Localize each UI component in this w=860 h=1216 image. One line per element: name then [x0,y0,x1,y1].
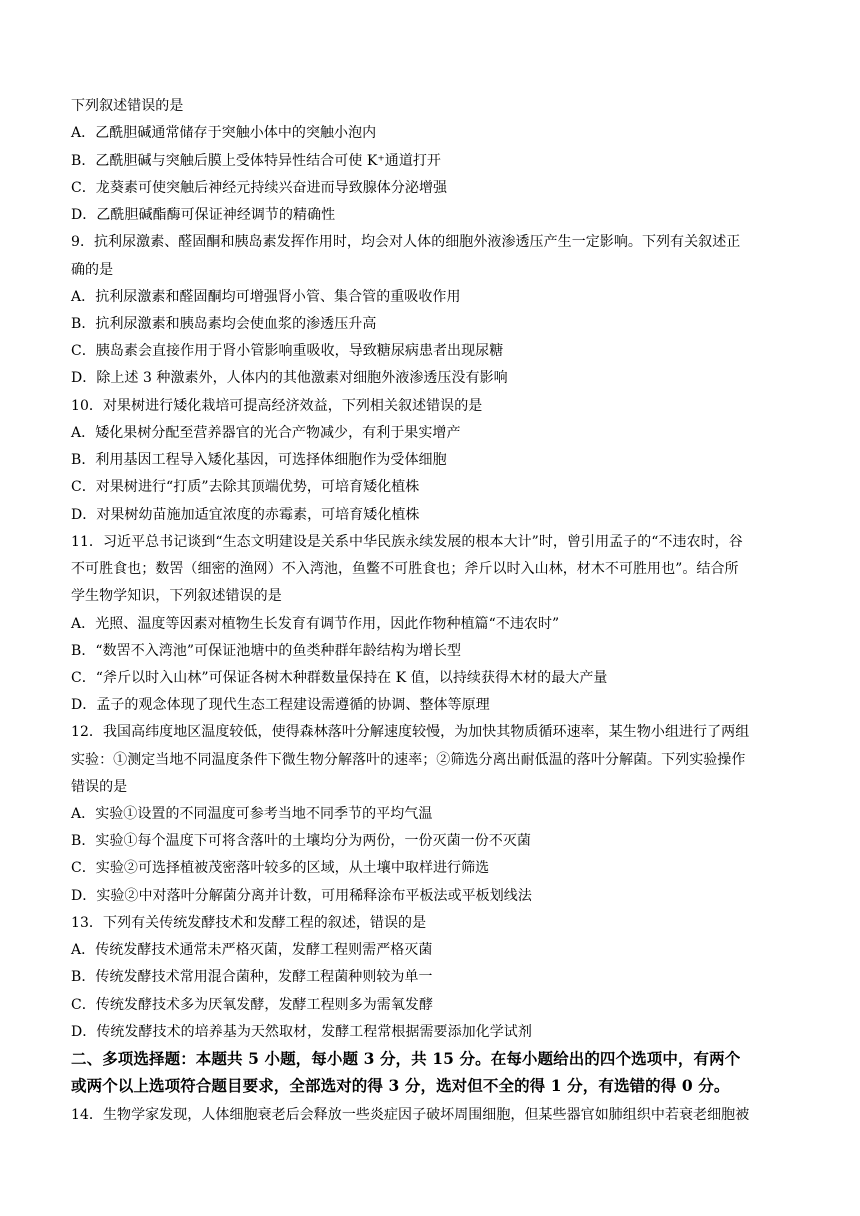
option-b: B．传统发酵技术常用混合菌种，发酵工程菌种则较为单一 [71,969,433,985]
question-9-stem: 9．抗利尿激素、醛固酮和胰岛素发挥作用时，均会对人体的细胞外液渗透压产生一定影响。下列有关叙述正 [71,234,741,250]
option-c: C．“斧斤以时入山林”可保证各树木种群数量保持在 K 值，以持续获得木材的最大产量 [71,670,608,686]
section-heading: 二、多项选择题：本题共 5 小题，每小题 3 分，共 15 分。在每小题给出的四个选项中，有两个 [71,1049,741,1068]
option-b: B．实验①每个温度下可将含落叶的土壤均分为两份，一份灭菌一份不灭菌 [71,833,531,849]
question-13-stem: 13．下列有关传统发酵技术和发酵工程的叙述，错误的是 [71,915,427,931]
option-a: A．乙酰胆碱通常储存于突触小体中的突触小泡内 [71,125,377,141]
option-c: C．胰岛素会直接作用于肾小管影响重吸收，导致糖尿病患者出现尿糖 [71,343,504,359]
option-d: D．除上述 3 种激素外，人体内的其他激素对细胞外液渗透压没有影响 [71,370,508,386]
option-a: A．光照、温度等因素对植物生长发育有调节作用，因此作物种植篇“不违农时” [71,616,560,632]
option-b: B．抗利尿激素和胰岛素均会使血浆的渗透压升高 [71,316,377,332]
question-12-stem-cont: 错误的是 [71,779,128,795]
option-d: D．乙酰胆碱酯酶可保证神经调节的精确性 [71,207,336,223]
section-heading-cont: 或两个以上选项符合题目要求，全部选对的得 3 分，选对但不全的得 1 分，有选错的得 0 分。 [71,1076,730,1095]
text-line: 下列叙述错误的是 [71,98,184,114]
option-a: A．矮化果树分配至营养器官的光合产物减少，有利于果实增产 [71,425,461,441]
option-d: D．传统发酵技术的培养基为天然取材，发酵工程常根据需要添加化学试剂 [71,1024,532,1040]
option-d: D．孟子的观念体现了现代生态工程建设需遵循的协调、整体等原理 [71,697,490,713]
option-a: A．抗利尿激素和醛固酮均可增强肾小管、集合管的重吸收作用 [71,289,461,305]
option-b: B．“数罟不入湾池”可保证池塘中的鱼类种群年龄结构为增长型 [71,643,462,659]
option-b: B．乙酰胆碱与突触后膜上受体特异性结合可使 K⁺通道打开 [71,153,441,169]
question-11-stem-cont: 学生物学知识，下列叙述错误的是 [71,588,282,604]
option-b: B．利用基因工程导入矮化基因，可选择体细胞作为受体细胞 [71,452,447,468]
option-d: D．实验②中对落叶分解菌分离并计数，可用稀释涂布平板法或平板划线法 [71,888,532,904]
option-d: D．对果树幼苗施加适宜浓度的赤霉素，可培育矮化植株 [71,507,420,523]
option-c: C．对果树进行“打质”去除其顶端优势，可培育矮化植株 [71,479,420,495]
question-9-stem-cont: 确的是 [71,262,114,278]
question-12-stem: 12．我国高纬度地区温度较低，使得森林落叶分解速度较慢，为加快其物质循环速率，某生物小组进行了两组 [71,724,750,740]
option-a: A．实验①设置的不同温度可参考当地不同季节的平均气温 [71,806,433,822]
option-c: C．实验②可选择植被茂密落叶较多的区域，从土壤中取样进行筛选 [71,860,490,876]
question-12-stem-cont: 实验：①测定当地不同温度条件下微生物分解落叶的速率；②筛选分离出耐低温的落叶分解菌。下列实验操作 [71,752,746,768]
question-11-stem-cont: 不可胜食也；数罟（细密的渔网）不入湾池，鱼鳖不可胜食也；斧斤以时入山林，材木不可胜用也”。结合所 [71,561,739,577]
option-c: C．传统发酵技术多为厌氧发酵，发酵工程则多为需氧发酵 [71,997,434,1013]
question-10-stem: 10．对果树进行矮化栽培可提高经济效益，下列相关叙述错误的是 [71,398,483,414]
option-c: C．龙葵素可使突触后神经元持续兴奋进而导致腺体分泌增强 [71,180,448,196]
question-11-stem: 11．习近平总书记谈到“生态文明建设是关系中华民族永续发展的根本大计”时，曾引用孟子的“不违农时，谷 [71,534,743,550]
question-14-stem: 14．生物学家发现，人体细胞衰老后会释放一些炎症因子破坏周围细胞，但某些器官如肺组织中若衰老细胞被 [71,1107,750,1123]
option-a: A．传统发酵技术通常未严格灭菌，发酵工程则需严格灭菌 [71,942,433,958]
